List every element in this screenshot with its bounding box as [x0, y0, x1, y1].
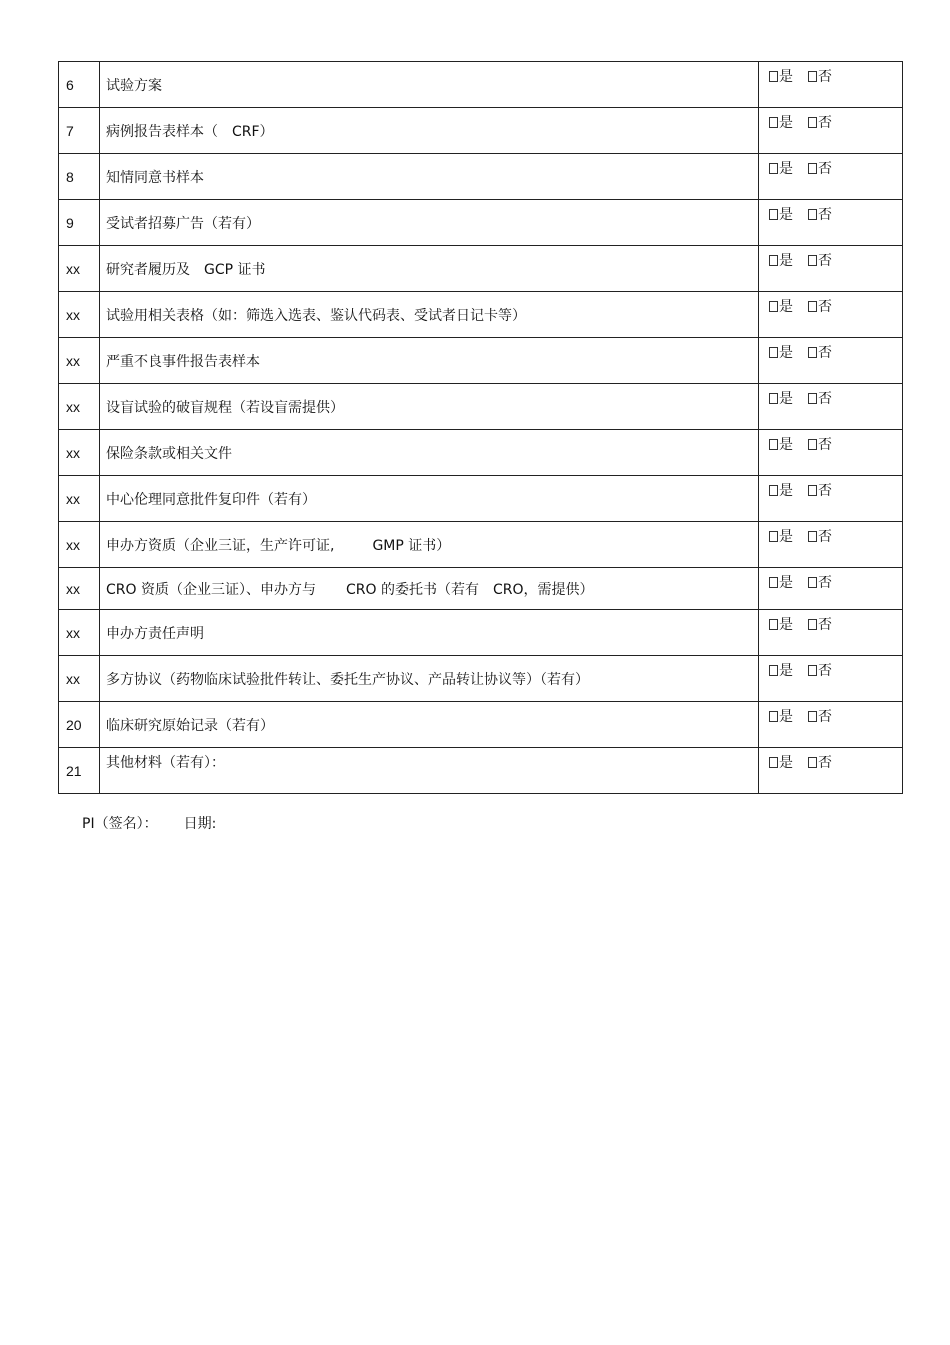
table-row — [59, 476, 903, 522]
yes-label: 是 — [779, 437, 793, 453]
yes-no-cell — [759, 200, 903, 246]
checkbox-square-icon — [808, 255, 817, 266]
document-item — [100, 62, 759, 108]
checkbox-square-icon — [769, 163, 778, 174]
yes-checkbox[interactable] — [769, 663, 793, 679]
checkbox-square-icon — [769, 393, 778, 404]
yes-label: 是 — [779, 575, 793, 591]
checkbox-square-icon — [808, 393, 817, 404]
no-label: 否 — [818, 391, 832, 407]
row-number: xx — [59, 246, 100, 292]
row-number: 6 — [59, 62, 100, 108]
yes-checkbox[interactable] — [769, 391, 793, 407]
no-checkbox[interactable] — [808, 253, 832, 269]
yes-checkbox[interactable] — [769, 709, 793, 725]
checkbox-square-icon — [769, 347, 778, 358]
checkbox-square-icon — [769, 209, 778, 220]
checkbox-square-icon — [769, 577, 778, 588]
document-item — [100, 430, 759, 476]
yes-no-cell — [759, 656, 903, 702]
no-checkbox[interactable] — [808, 345, 832, 361]
row-number: xx — [59, 476, 100, 522]
yes-label: 是 — [779, 529, 793, 545]
yes-no-options — [769, 342, 832, 362]
yes-no-options — [769, 204, 832, 224]
yes-no-options — [769, 434, 832, 454]
row-number: xx — [59, 656, 100, 702]
row-number: xx — [59, 384, 100, 430]
document-item-text: CRF） — [232, 123, 274, 140]
yes-no-cell — [759, 338, 903, 384]
yes-no-options — [769, 158, 832, 178]
no-checkbox[interactable] — [808, 161, 832, 177]
document-item — [100, 476, 759, 522]
checkbox-square-icon — [808, 301, 817, 312]
yes-no-cell — [759, 568, 903, 610]
materials-checklist-table — [58, 61, 903, 794]
yes-checkbox[interactable] — [769, 253, 793, 269]
document-item-text: 严重不良事件报告表样本 — [106, 353, 260, 370]
checkbox-square-icon — [808, 531, 817, 542]
checkbox-square-icon — [808, 485, 817, 496]
pi-signature-label: PI（签名）： — [82, 816, 158, 832]
document-item-text: CRO 资质（企业三证）、申办方与 — [106, 581, 316, 598]
table-row — [59, 338, 903, 384]
no-label: 否 — [818, 529, 832, 545]
document-item-text: GMP 证书） — [372, 537, 451, 554]
yes-checkbox[interactable] — [769, 437, 793, 453]
document-item — [100, 610, 759, 656]
no-checkbox[interactable] — [808, 437, 832, 453]
no-checkbox[interactable] — [808, 709, 832, 725]
checkbox-square-icon — [769, 439, 778, 450]
row-number: xx — [59, 430, 100, 476]
checkbox-square-icon — [769, 757, 778, 768]
yes-no-cell — [759, 702, 903, 748]
checkbox-square-icon — [808, 711, 817, 722]
row-number: xx — [59, 610, 100, 656]
signature-footer — [82, 813, 216, 833]
checkbox-square-icon — [808, 757, 817, 768]
date-label: 日期: — [183, 816, 217, 832]
row-number: 9 — [59, 200, 100, 246]
yes-no-options — [769, 660, 832, 680]
document-item-text: CRO 的委托书（若有 — [345, 581, 479, 598]
row-number: xx — [59, 338, 100, 384]
yes-no-options — [769, 526, 832, 546]
table-row — [59, 702, 903, 748]
yes-label: 是 — [779, 483, 793, 499]
yes-no-cell — [759, 522, 903, 568]
checkbox-square-icon — [808, 577, 817, 588]
document-item — [100, 200, 759, 246]
no-label: 否 — [818, 207, 832, 223]
table-row — [59, 568, 903, 610]
no-checkbox[interactable] — [808, 483, 832, 499]
no-label: 否 — [818, 617, 832, 633]
checkbox-square-icon — [769, 485, 778, 496]
no-checkbox[interactable] — [808, 617, 832, 633]
no-label: 否 — [818, 161, 832, 177]
yes-label: 是 — [779, 617, 793, 633]
yes-no-cell — [759, 292, 903, 338]
row-number: 7 — [59, 108, 100, 154]
no-checkbox[interactable] — [808, 755, 832, 771]
yes-no-cell — [759, 154, 903, 200]
yes-checkbox[interactable] — [769, 115, 793, 131]
no-checkbox[interactable] — [808, 663, 832, 679]
yes-no-cell — [759, 384, 903, 430]
checkbox-square-icon — [769, 711, 778, 722]
document-item-text: GCP 证书 — [204, 261, 266, 278]
row-number: xx — [59, 568, 100, 610]
yes-checkbox[interactable] — [769, 755, 793, 771]
checkbox-square-icon — [808, 439, 817, 450]
yes-no-cell — [759, 108, 903, 154]
yes-label: 是 — [779, 207, 793, 223]
no-checkbox[interactable] — [808, 391, 832, 407]
document-item — [100, 384, 759, 430]
table-row — [59, 200, 903, 246]
no-checkbox[interactable] — [808, 115, 832, 131]
no-label: 否 — [818, 575, 832, 591]
yes-no-options — [769, 112, 832, 132]
yes-label: 是 — [779, 161, 793, 177]
checkbox-square-icon — [808, 665, 817, 676]
row-number: xx — [59, 522, 100, 568]
yes-label: 是 — [779, 663, 793, 679]
yes-no-cell — [759, 610, 903, 656]
yes-label: 是 — [779, 391, 793, 407]
no-label: 否 — [818, 483, 832, 499]
no-label: 否 — [818, 299, 832, 315]
document-item-text: 申办方资质（企业三证，生产许可证, — [106, 537, 335, 554]
document-item-text: 中心伦理同意批件复印件（若有） — [106, 491, 316, 508]
checkbox-square-icon — [769, 255, 778, 266]
row-number: 8 — [59, 154, 100, 200]
document-item-text: 临床研究原始记录（若有） — [106, 717, 274, 734]
table-row — [59, 246, 903, 292]
yes-no-options — [769, 480, 832, 500]
table-row — [59, 384, 903, 430]
table-row — [59, 430, 903, 476]
yes-label: 是 — [779, 69, 793, 85]
no-label: 否 — [818, 69, 832, 85]
document-item — [100, 656, 759, 702]
yes-checkbox[interactable] — [769, 575, 793, 591]
yes-label: 是 — [779, 755, 793, 771]
document-item — [100, 154, 759, 200]
document-item — [100, 568, 759, 610]
document-item-text: 申办方责任声明 — [106, 625, 204, 642]
row-number: 20 — [59, 702, 100, 748]
yes-label: 是 — [779, 345, 793, 361]
document-item-text: CRO，需提供） — [492, 581, 594, 598]
document-item-text: 试验方案 — [106, 77, 162, 94]
checkbox-square-icon — [808, 117, 817, 128]
table-row — [59, 62, 903, 108]
no-label: 否 — [818, 755, 832, 771]
yes-checkbox[interactable] — [769, 299, 793, 315]
yes-checkbox[interactable] — [769, 161, 793, 177]
document-item-text: 知情同意书样本 — [106, 169, 204, 186]
yes-no-cell — [759, 476, 903, 522]
document-item-text: 多方协议（药物临床试验批件转让、委托生产协议、产品转让协议等）（若有） — [106, 671, 589, 688]
document-item-text: 受试者招募广告（若有） — [106, 215, 260, 232]
checkbox-square-icon — [769, 665, 778, 676]
no-label: 否 — [818, 437, 832, 453]
table-row — [59, 610, 903, 656]
checkbox-square-icon — [808, 163, 817, 174]
yes-no-options — [769, 614, 832, 634]
yes-no-cell — [759, 246, 903, 292]
yes-checkbox[interactable] — [769, 69, 793, 85]
no-checkbox[interactable] — [808, 575, 832, 591]
table-row — [59, 748, 903, 794]
yes-checkbox[interactable] — [769, 529, 793, 545]
document-item-text: 试验用相关表格（如：筛选入选表、鉴认代码表、受试者日记卡等） — [106, 307, 526, 324]
checkbox-square-icon — [808, 209, 817, 220]
no-checkbox[interactable] — [808, 299, 832, 315]
document-item — [100, 108, 759, 154]
checkbox-square-icon — [769, 619, 778, 630]
yes-no-options — [769, 250, 832, 270]
table-row — [59, 154, 903, 200]
checkbox-square-icon — [808, 347, 817, 358]
no-label: 否 — [818, 115, 832, 131]
yes-no-options — [769, 752, 832, 772]
table-row — [59, 656, 903, 702]
document-item — [100, 702, 759, 748]
yes-label: 是 — [779, 709, 793, 725]
document-item-text: 研究者履历及 — [106, 261, 190, 278]
document-item-text: 保险条款或相关文件 — [106, 445, 232, 462]
yes-no-cell — [759, 748, 903, 794]
checkbox-square-icon — [808, 71, 817, 82]
yes-no-cell — [759, 62, 903, 108]
document-item-text: 其他材料（若有）： — [106, 755, 225, 771]
no-label: 否 — [818, 253, 832, 269]
table-row — [59, 108, 903, 154]
yes-checkbox[interactable] — [769, 617, 793, 633]
document-item — [100, 522, 759, 568]
yes-no-options — [769, 706, 832, 726]
yes-label: 是 — [779, 253, 793, 269]
checkbox-square-icon — [769, 531, 778, 542]
yes-checkbox[interactable] — [769, 207, 793, 223]
checkbox-square-icon — [769, 117, 778, 128]
document-item — [100, 338, 759, 384]
no-label: 否 — [818, 709, 832, 725]
yes-no-cell — [759, 430, 903, 476]
yes-label: 是 — [779, 299, 793, 315]
document-item — [100, 246, 759, 292]
row-number: 21 — [59, 748, 100, 794]
no-checkbox[interactable] — [808, 207, 832, 223]
row-number: xx — [59, 292, 100, 338]
document-item-text: 设盲试验的破盲规程（若设盲需提供） — [106, 399, 344, 416]
yes-checkbox[interactable] — [769, 345, 793, 361]
no-label: 否 — [818, 663, 832, 679]
yes-checkbox[interactable] — [769, 483, 793, 499]
checkbox-square-icon — [769, 71, 778, 82]
yes-label: 是 — [779, 115, 793, 131]
document-item-text: 病例报告表样本（ — [106, 123, 218, 140]
no-checkbox[interactable] — [808, 69, 832, 85]
checkbox-square-icon — [808, 619, 817, 630]
yes-no-options — [769, 388, 832, 408]
document-item — [100, 748, 759, 794]
no-label: 否 — [818, 345, 832, 361]
checkbox-square-icon — [769, 301, 778, 312]
yes-no-options — [769, 296, 832, 316]
no-checkbox[interactable] — [808, 529, 832, 545]
table-row — [59, 292, 903, 338]
table-row — [59, 522, 903, 568]
yes-no-options — [769, 66, 832, 86]
yes-no-options — [769, 572, 832, 592]
document-item — [100, 292, 759, 338]
